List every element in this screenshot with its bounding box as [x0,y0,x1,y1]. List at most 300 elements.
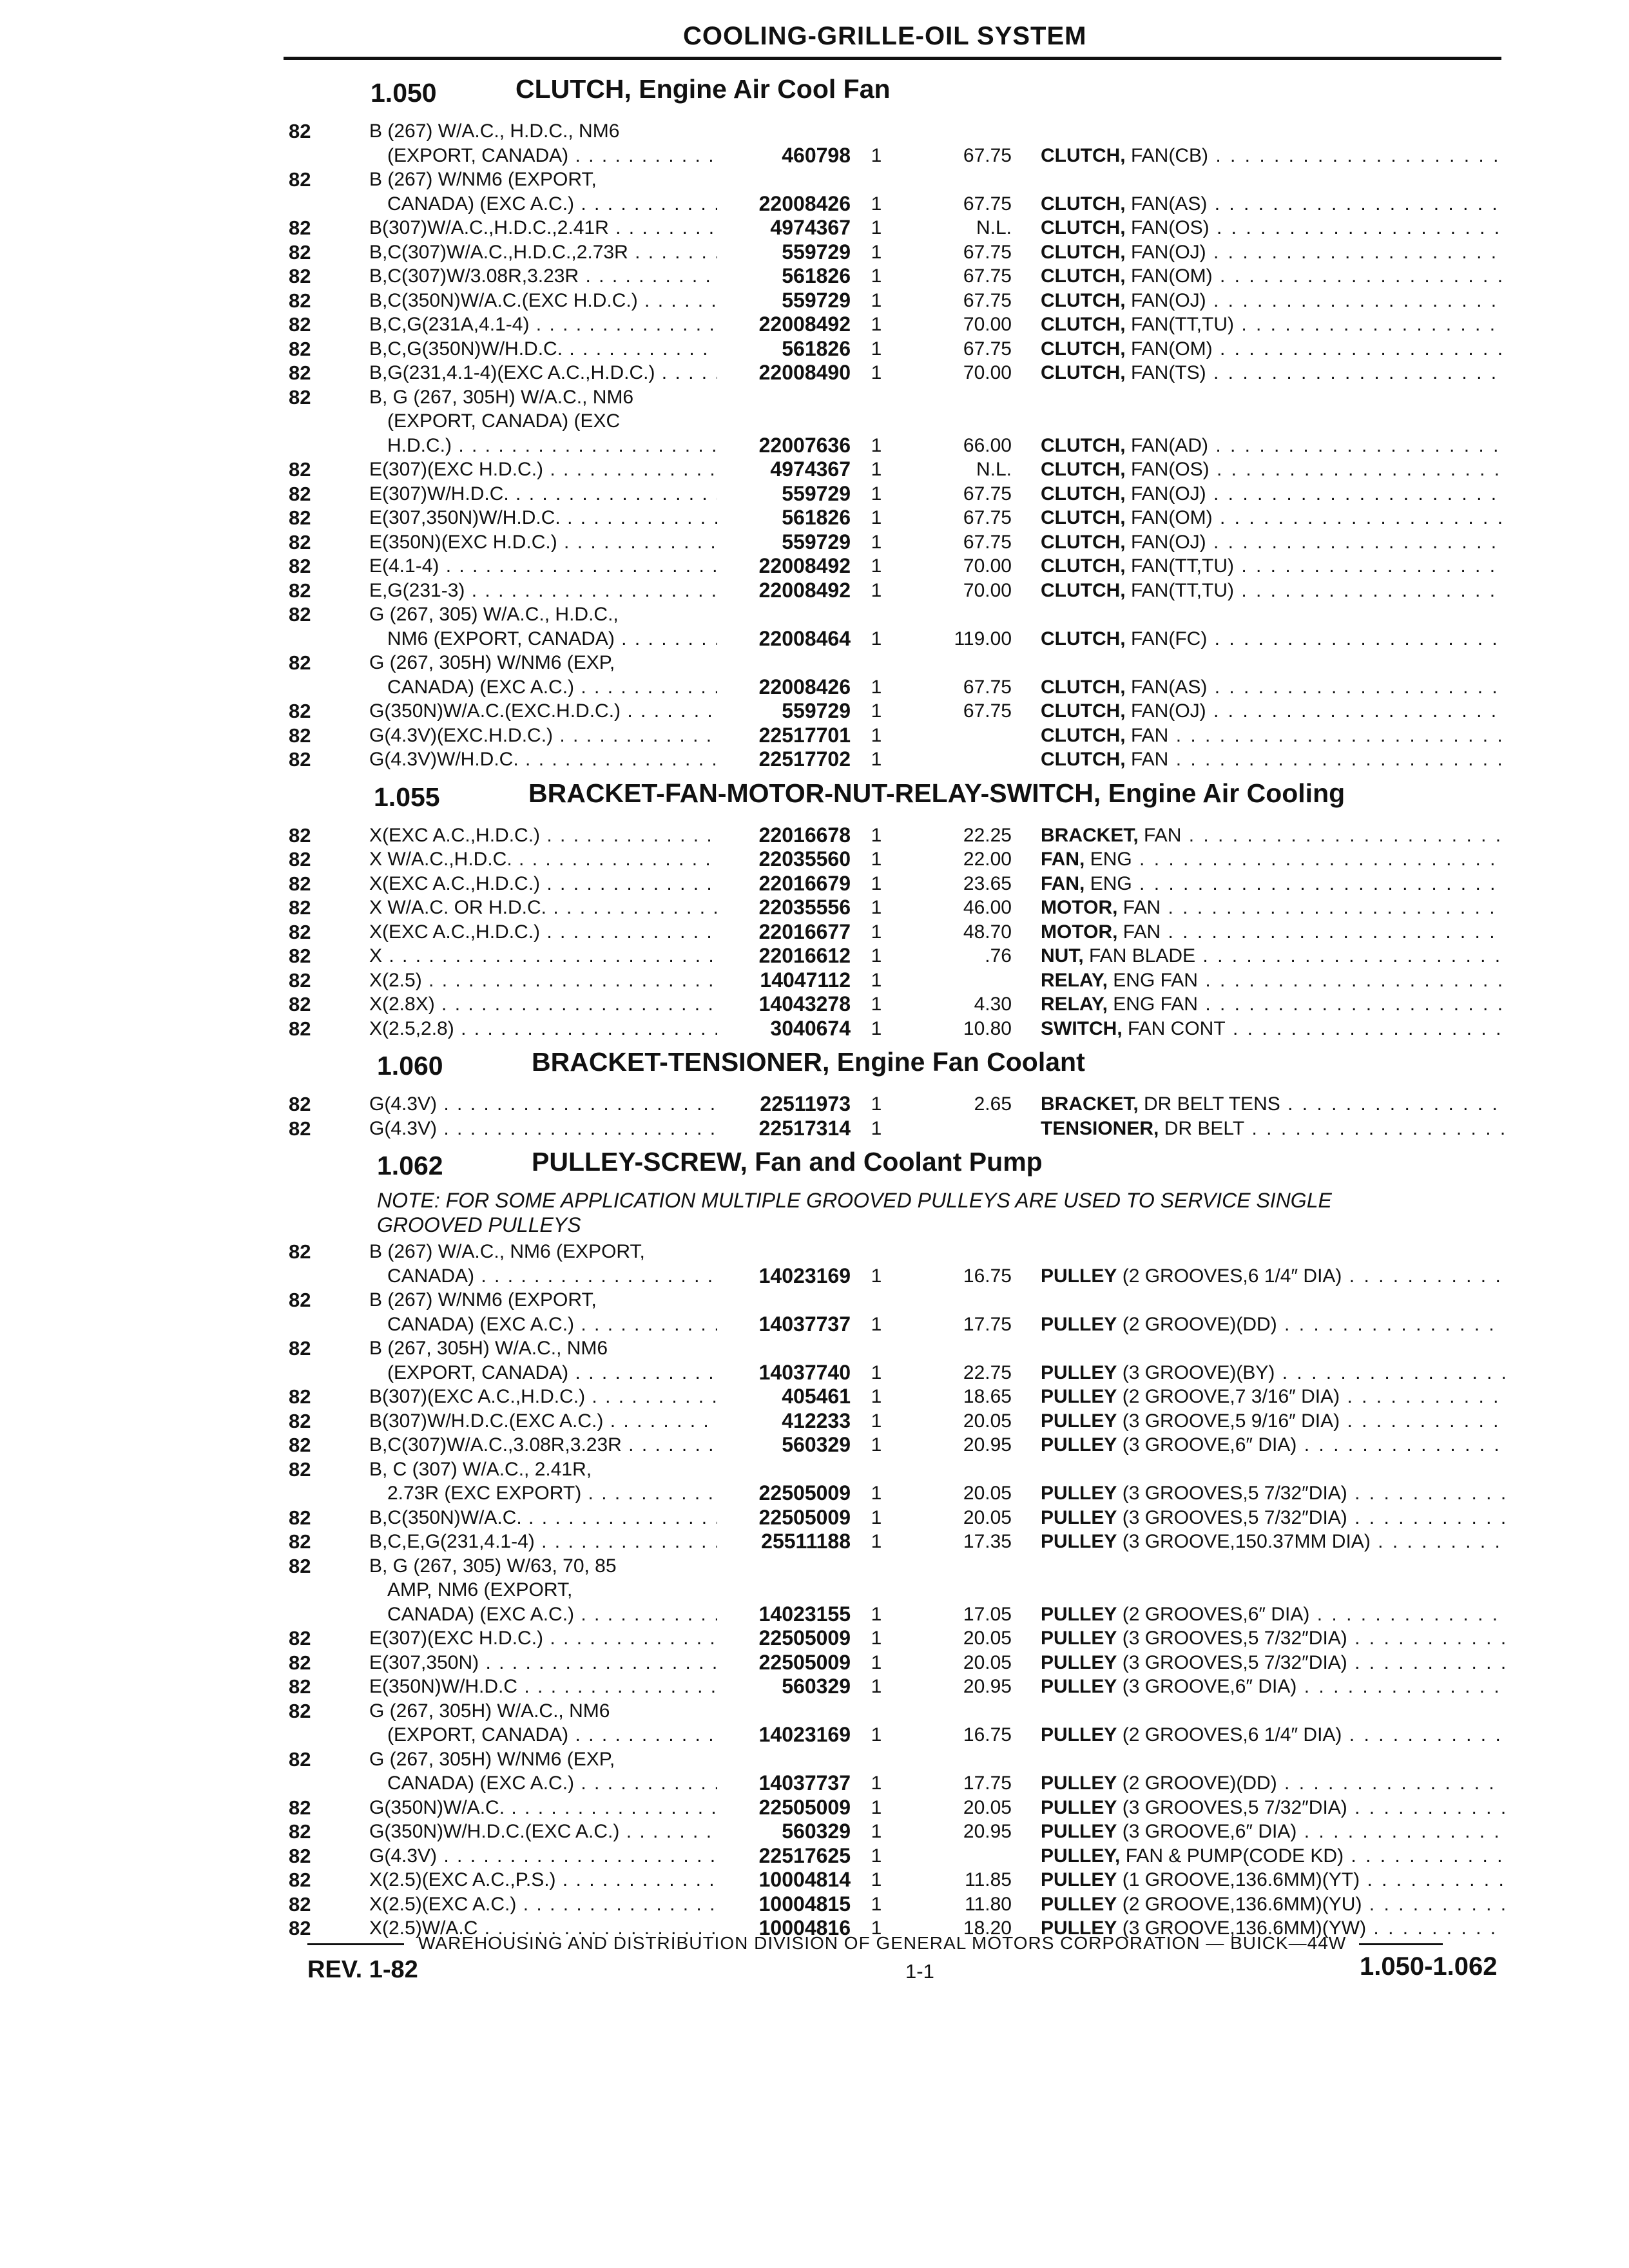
quantity: 1 [871,969,882,991]
part-number: 22007636 [758,433,851,457]
model-year: 82 [289,1675,311,1698]
description-keyword: BRACKET, [1041,824,1139,846]
application-line: G(4.3V) . . . [369,1844,717,1869]
description-keyword: FAN, [1041,872,1085,894]
price: 20.05 [963,1410,1012,1432]
application [369,579,717,603]
description-detail: (3 GROOVE)(BY) [1122,1361,1275,1383]
part-number: 22016677 [758,919,851,943]
application-line: B(307)W/H.D.C.(EXC A.C.) . . . [369,1409,717,1434]
part-description [1041,847,1505,872]
parts-section [0,1041,1629,1140]
part-number: 22505009 [758,1626,851,1649]
description-keyword: CLUTCH, [1041,338,1126,360]
part-row [0,1240,1629,1288]
model-year: 82 [289,748,311,771]
application [369,289,717,313]
quantity: 1 [871,1361,882,1383]
application-line: B,C,E,G(231,4.1-4) . . . [369,1530,717,1554]
part-number: 14037737 [758,1771,851,1794]
application [369,1651,717,1675]
description-detail: FAN(TS) [1131,362,1206,383]
part-number: 405461 [782,1385,851,1408]
model-year: 82 [289,120,311,142]
section-number: 1.050 [371,78,437,108]
part-description [1041,1675,1505,1699]
description-detail: ENG [1090,849,1132,870]
description-keyword: MOTOR, [1041,921,1118,943]
part-number: 559729 [782,699,851,722]
price: 22.75 [963,1361,1012,1383]
model-year: 82 [289,216,311,239]
part-description [1041,240,1505,265]
quantity: 1 [871,749,882,770]
application [369,1409,717,1434]
application-line: E,G(231-3) . . . [369,579,717,603]
part-row [0,506,1629,530]
description-keyword: PULLEY [1041,1821,1117,1842]
description-detail: ENG [1090,872,1132,894]
price: 70.00 [963,362,1012,383]
quantity: 1 [871,1869,882,1890]
application [369,1506,717,1530]
application-line: X . . . [369,944,717,968]
description-detail: (3 GROOVE,6″ DIA) [1122,1434,1297,1456]
part-row [0,847,1629,872]
description-keyword: CLUTCH, [1041,555,1126,577]
part-row [0,482,1629,506]
application-line: X(EXC A.C.,H.D.C.) . . . [369,920,717,945]
description-detail: ENG FAN [1113,969,1198,991]
price: 4.30 [974,994,1012,1015]
quantity: 1 [871,1506,882,1528]
part-description [1041,144,1505,168]
application-line: B, G (267, 305H) W/A.C., NM6 [369,386,634,408]
description-keyword: CLUTCH, [1041,144,1126,166]
part-row [0,168,1629,216]
part-number: 14023169 [758,1723,851,1746]
quantity: 1 [871,459,882,480]
part-number: 22016612 [758,944,851,967]
part-number: 10004816 [758,1916,851,1939]
quantity: 1 [871,483,882,505]
price: 16.75 [963,1724,1012,1745]
part-row [0,747,1629,772]
footer-section-range: 1.050-1.062 [1360,1952,1498,1981]
price: 20.05 [963,1628,1012,1649]
description-detail: FAN CONT [1128,1017,1226,1039]
application [369,530,717,555]
description-detail: (3 GROOVES,5 7/32″DIA) [1122,1506,1347,1528]
price: 46.00 [963,897,1012,918]
application [369,119,717,168]
quantity: 1 [871,1483,882,1504]
model-year: 82 [289,1627,311,1649]
application-line: G (267, 305H) W/A.C., NM6 [369,1700,610,1722]
part-row [0,602,1629,651]
description-detail: (3 GROOVES,5 7/32″DIA) [1122,1651,1347,1673]
model-year: 82 [289,848,311,870]
section-header [0,772,1629,823]
description-detail: FAN(AD) [1131,434,1208,456]
part-row [0,361,1629,385]
application [369,1092,717,1117]
description-detail: FAN [1144,824,1182,846]
description-keyword: PULLEY [1041,1483,1117,1504]
model-year: 82 [289,823,311,847]
model-year: 82 [289,530,311,553]
part-row [0,944,1629,968]
model-year: 82 [289,896,311,919]
description-keyword: BRACKET, [1041,1093,1139,1115]
quantity: 1 [871,1821,882,1842]
quantity: 1 [871,338,882,360]
section-number: 1.055 [374,782,440,812]
quantity: 1 [871,724,882,746]
description-detail: FAN(TT,TU) [1131,555,1234,577]
part-number: 22016679 [758,871,851,895]
description-keyword: PULLEY, [1041,1845,1121,1867]
part-number: 560329 [782,1820,851,1843]
model-year: 82 [289,1699,311,1722]
description-keyword: CLUTCH, [1041,241,1126,263]
quantity: 1 [871,945,882,966]
description-keyword: CLUTCH, [1041,217,1126,238]
part-row [0,1892,1629,1917]
model-year: 82 [289,1796,311,1819]
application-line: CANADA) . . . [369,1264,717,1289]
part-number: 22008426 [758,191,851,215]
application [369,1554,717,1627]
description-detail: (3 GROOVE,6″ DIA) [1122,1821,1297,1842]
application-line: X(2.5)(EXC A.C.) . . . [369,1892,717,1917]
model-year: 82 [289,1017,311,1040]
quantity: 1 [871,531,882,553]
part-number: 22517702 [758,747,851,771]
price: 67.75 [963,507,1012,528]
quantity: 1 [871,1531,882,1552]
application [369,1117,717,1141]
application [369,602,717,651]
application-line: B (267) W/A.C., H.D.C., NM6 [369,120,620,142]
part-description [1041,1892,1505,1917]
part-number: 559729 [782,240,851,264]
quantity: 1 [871,193,882,215]
part-row [0,872,1629,896]
quantity: 1 [871,1313,882,1335]
part-row [0,1433,1629,1457]
part-row [0,1796,1629,1820]
description-detail: FAN [1131,749,1169,770]
part-number: 22008492 [758,578,851,602]
page-title: COOLING-GRILLE-OIL SYSTEM [683,22,1087,50]
application-line: B (267) W/NM6 (EXPORT, [369,169,597,190]
part-description [1041,264,1505,289]
description-detail: FAN & PUMP(CODE KD) [1125,1845,1344,1867]
model-year: 82 [289,240,311,264]
price: 23.65 [963,872,1012,894]
description-keyword: NUT, [1041,945,1084,966]
application-line: E(307,350N) . . . [369,1651,717,1675]
description-detail: FAN(OJ) [1131,531,1206,553]
price: 20.05 [963,1651,1012,1673]
parts-section [0,1140,1629,1941]
part-description [1041,192,1505,216]
application-line: E(307,350N)W/H.D.C. . . . [369,506,717,530]
part-description [1041,312,1505,337]
part-description [1041,216,1505,240]
model-year: 82 [289,724,311,747]
part-description [1041,627,1505,651]
application-line: E(307)(EXC H.D.C.) . . . [369,1626,717,1651]
quantity: 1 [871,362,882,383]
model-year: 82 [289,482,311,505]
description-keyword: PULLEY [1041,1917,1117,1939]
part-row [0,1699,1629,1747]
part-row [0,240,1629,265]
part-description [1041,872,1505,896]
description-keyword: CLUTCH, [1041,362,1126,383]
application [369,385,717,458]
description-detail: FAN BLADE [1089,945,1196,966]
part-number: 4974367 [770,457,851,481]
description-detail: (2 GROOVE,7 3/16″ DIA) [1122,1386,1340,1407]
application-line: B,C,G(231A,4.1-4) . . . [369,312,717,337]
part-description [1041,1409,1505,1434]
part-number: 22505009 [758,1505,851,1529]
part-description [1041,554,1505,579]
description-keyword: CLUTCH, [1041,724,1126,746]
part-description [1041,1361,1505,1385]
application-line: G (267, 305H) W/NM6 (EXP, [369,652,615,673]
application [369,1336,717,1385]
price: 67.75 [963,241,1012,263]
title-rule [284,57,1501,60]
section-title: BRACKET-FAN-MOTOR-NUT-RELAY-SWITCH, Engine Air Cooling [528,778,1345,808]
part-description [1041,361,1505,385]
part-description [1041,1264,1505,1289]
model-year: 82 [289,1506,311,1529]
application-line: AMP, NM6 (EXPORT, [387,1579,573,1600]
quantity: 1 [871,241,882,263]
application-line: X(2.5) . . . [369,968,717,993]
model-year: 82 [289,1093,311,1115]
application-line: G(350N)W/H.D.C.(EXC A.C.) . . . [369,1820,717,1844]
part-number: 22505009 [758,1650,851,1674]
part-description [1041,1626,1505,1651]
quantity: 1 [871,872,882,894]
part-description [1041,482,1505,506]
quantity: 1 [871,265,882,287]
price: 22.00 [963,849,1012,870]
part-number: 559729 [782,530,851,553]
description-keyword: CLUTCH, [1041,483,1126,505]
part-number: 22505009 [758,1795,851,1819]
model-year: 82 [289,1289,311,1311]
part-row [0,724,1629,748]
description-keyword: RELAY, [1041,994,1108,1015]
application [369,1820,717,1844]
part-description [1041,289,1505,313]
model-year: 82 [289,1457,311,1481]
section-note: NOTE: FOR SOME APPLICATION MULTIPLE GROOVED PULLEYS ARE USED TO SERVICE SINGLE GROOVED PULLEYS [377,1189,1332,1236]
model-year: 82 [289,1820,311,1843]
model-year: 82 [289,993,311,1015]
part-number: 560329 [782,1675,851,1698]
part-row [0,216,1629,240]
quantity: 1 [871,1434,882,1456]
application [369,1844,717,1869]
part-description [1041,337,1505,361]
description-detail: ENG FAN [1113,994,1198,1015]
description-detail: (3 GROOVES,5 7/32″DIA) [1122,1483,1347,1504]
application-line: CANADA) (EXC A.C.) . . . [369,192,717,216]
application-line: B (267) W/NM6 (EXPORT, [369,1289,597,1311]
part-description [1041,1117,1505,1141]
part-row [0,699,1629,724]
quantity: 1 [871,144,882,166]
description-detail: DR BELT TENS [1144,1093,1280,1115]
part-description [1041,1017,1505,1041]
section-number: 1.060 [377,1051,443,1081]
application-line: B,C(350N)W/A.C.(EXC H.D.C.) . . . [369,289,717,313]
application-line: E(307)(EXC H.D.C.) . . . [369,457,717,482]
description-keyword: PULLEY [1041,1773,1117,1794]
application-line: X(2.5)(EXC A.C.,P.S.) . . . [369,1868,717,1892]
part-description [1041,1723,1505,1747]
application [369,699,717,724]
quantity: 1 [871,1093,882,1115]
application [369,482,717,506]
application [369,1675,717,1699]
application [369,944,717,968]
application-line: (EXPORT, CANADA) (EXC [387,410,621,432]
part-number: 22517625 [758,1843,851,1867]
application-line: B, C (307) W/A.C., 2.41R, [369,1458,592,1480]
part-row [0,1336,1629,1385]
part-row [0,312,1629,337]
part-row [0,1385,1629,1409]
application [369,651,717,699]
part-number: 22008492 [758,554,851,577]
price: 67.75 [963,193,1012,215]
description-detail: FAN(FC) [1131,628,1208,649]
description-keyword: CLUTCH, [1041,628,1126,649]
model-year: 82 [289,1844,311,1867]
quantity: 1 [871,507,882,528]
part-description [1041,675,1505,700]
application-line: E(350N)(EXC H.D.C.) . . . [369,530,717,555]
part-number: 22505009 [758,1481,851,1504]
application [369,554,717,579]
quantity: 1 [871,217,882,238]
quantity: 1 [871,1676,882,1697]
model-year: 82 [289,337,311,360]
description-detail: (2 GROOVES,6 1/4″ DIA) [1122,1724,1342,1745]
description-keyword: PULLEY [1041,1410,1117,1432]
section-header [0,68,1629,119]
quantity: 1 [871,1628,882,1649]
part-description [1041,530,1505,555]
description-keyword: PULLEY [1041,1361,1117,1383]
quantity: 1 [871,994,882,1015]
part-number: 22016678 [758,823,851,847]
section-number: 1.062 [377,1151,443,1180]
model-year: 82 [289,603,311,626]
price: N.L. [976,459,1012,480]
part-row [0,1844,1629,1869]
description-keyword: SWITCH, [1041,1017,1123,1039]
description-detail: FAN(OJ) [1131,483,1206,505]
model-year: 82 [289,458,311,481]
description-detail: (1 GROOVE,136.6MM)(YT) [1122,1869,1360,1890]
section-title: PULLEY-SCREW, Fan and Coolant Pump [532,1147,1043,1177]
model-year: 82 [289,1892,311,1916]
application-line: (EXPORT, CANADA) . . . [369,1723,717,1747]
price: 20.05 [963,1483,1012,1504]
description-keyword: CLUTCH, [1041,700,1126,722]
description-detail: FAN(OJ) [1131,289,1206,311]
part-number: 559729 [782,288,851,312]
quantity: 1 [871,1796,882,1818]
description-detail: FAN [1123,921,1161,943]
description-keyword: PULLEY [1041,1869,1117,1890]
application-line: (EXPORT, CANADA) . . . [369,144,717,168]
part-number: 14047112 [760,968,851,992]
application [369,240,717,265]
description-keyword: PULLEY [1041,1724,1117,1745]
application-line: CANADA) (EXC A.C.) . . . [369,675,717,700]
description-keyword: PULLEY [1041,1603,1117,1625]
application-line: B (267, 305H) W/A.C., NM6 [369,1338,608,1359]
application-line: X(2.5,2.8) . . . [369,1017,717,1041]
price: 70.00 [963,555,1012,577]
part-row [0,1554,1629,1627]
part-number: 22517314 [758,1116,851,1140]
application [369,896,717,920]
model-year: 82 [289,506,311,529]
model-year: 82 [289,872,311,895]
application-line: B,C,G(350N)W/H.D.C. . . . [369,337,717,361]
quantity: 1 [871,434,882,456]
parts-section [0,68,1629,772]
part-description [1041,944,1505,968]
description-detail: (2 GROOVE,136.6MM)(YU) [1122,1893,1362,1915]
price: 17.35 [963,1531,1012,1552]
part-row [0,579,1629,603]
price: .76 [985,945,1012,966]
description-keyword: CLUTCH, [1041,193,1126,215]
application-line: B(307)(EXC A.C.,H.D.C.) . . . [369,1385,717,1409]
application-line: G(4.3V)(EXC.H.D.C.) . . . [369,724,717,748]
description-detail: FAN(CB) [1131,144,1208,166]
part-row [0,337,1629,361]
quantity: 1 [871,289,882,311]
price: 18.20 [963,1917,1012,1939]
description-detail: FAN(TT,TU) [1131,314,1234,335]
part-description [1041,1506,1505,1530]
application-line: G(350N)W/A.C. . . . [369,1796,717,1820]
part-number: 14023155 [758,1602,851,1626]
price: 67.75 [963,289,1012,311]
application [369,724,717,748]
quantity: 1 [871,1603,882,1625]
description-detail: FAN(OJ) [1131,700,1206,722]
part-description [1041,1481,1505,1506]
application [369,1530,717,1554]
model-year: 82 [289,1917,311,1939]
part-number: 10004815 [758,1892,851,1916]
